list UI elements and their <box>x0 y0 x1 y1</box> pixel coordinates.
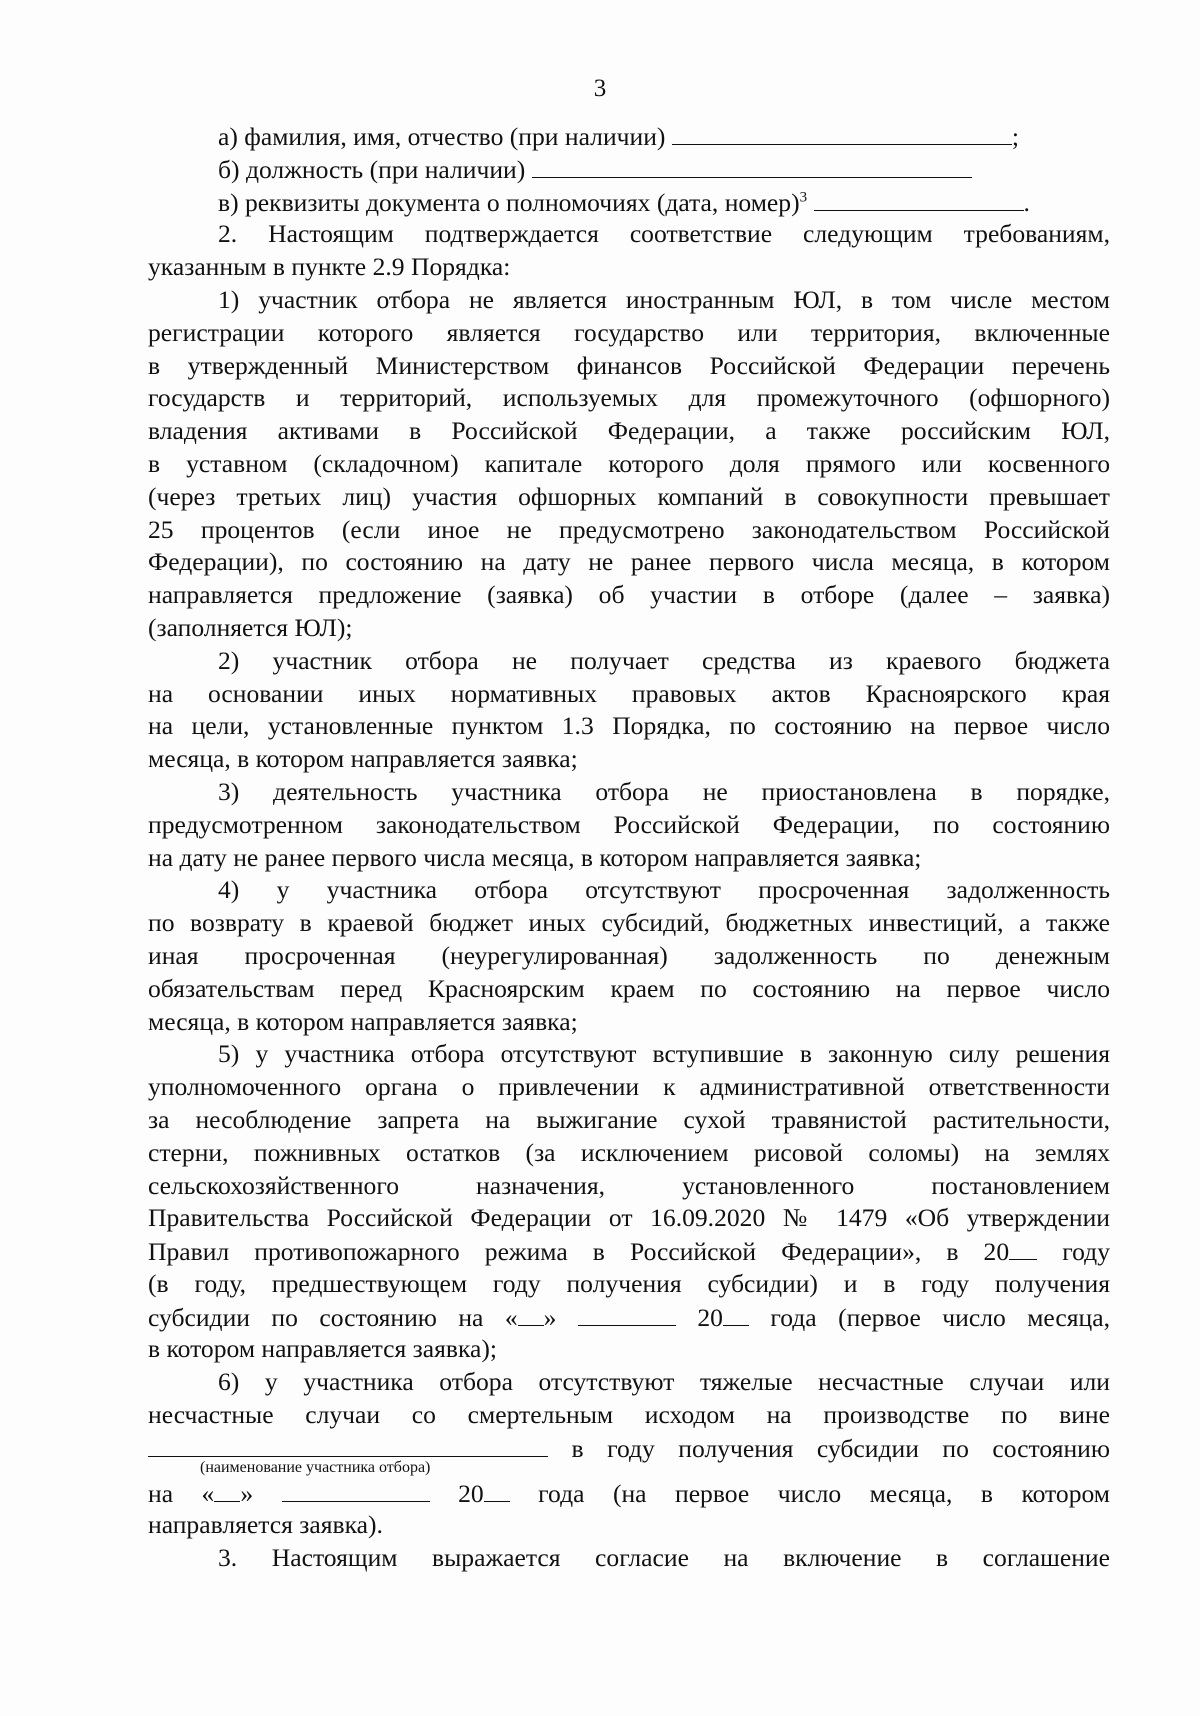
year-blank <box>1009 1235 1037 1260</box>
text-line-year-field: Правил противопожарного режима в Российской Федерации», в 20 году <box>148 1237 1110 1267</box>
month-blank <box>578 1301 676 1326</box>
text-line: регистрации которого является государство или территория, включенные <box>148 317 1110 347</box>
field-line-authority-doc: в) реквизиты документа о полномочиях (дата, номер)$^3$ . <box>218 187 1030 217</box>
text-line: обязательствам перед Красноярским краем по состоянию на первое число <box>148 973 1110 1003</box>
text-line: 2. Настоящим подтверждается соответствие следующим требованиям, <box>218 219 1110 249</box>
year-blank <box>723 1301 749 1326</box>
text-line: в утвержденный Министерством финансов Российской Федерации перечень <box>148 350 1110 380</box>
text-line: иная просроченная (неурегулированная) задолженность по денежным <box>148 940 1110 970</box>
text-line: на цели, установленные пунктом 1.3 Порядка, по состоянию на первое число <box>148 711 1110 741</box>
text-line-participant-field: в году получения субсидии по состоянию <box>148 1432 1110 1465</box>
text-line: 5) у участника отбора отсутствуют вступившие в законную силу решения <box>218 1039 1110 1069</box>
text-line-date-field: субсидии по состоянию на « » 20 года (первое число месяца, <box>148 1302 1110 1332</box>
text-line: 25 процентов (если иное не предусмотрено законодательством Российской <box>148 514 1110 544</box>
participant-name-blank <box>148 1432 548 1457</box>
text-line: (через третьих лиц) участия офшорных компаний в совокупности превышает <box>148 481 1110 511</box>
text-line: за несоблюдение запрета на выжигание сухой травянистой растительности, <box>148 1104 1110 1134</box>
year-blank <box>484 1477 510 1502</box>
field-line-position <box>148 153 1110 186</box>
field-line-fio: а) фамилия, имя, отчество (при наличии) ; <box>218 122 1019 151</box>
text-line: (в году, предшествующем году получения субсидии) и в году получения <box>148 1268 1110 1298</box>
text-line: 4) у участника отбора отсутствуют просроченная задолженность <box>218 875 1110 905</box>
text-line: Правительства Российской Федерации от 16.09.2020 № 1479 «Об утверждении <box>148 1203 1110 1233</box>
text-line: на основании иных нормативных правовых актов Красноярского края <box>148 678 1110 708</box>
text-line: предусмотренном законодательством Российской Федерации, по состоянию <box>148 809 1110 839</box>
fio-blank <box>672 120 1012 145</box>
text-line: владения активами в Российской Федерации, а также российским ЮЛ, <box>148 416 1110 446</box>
page-number: 3 <box>593 75 607 102</box>
text-line: указанным в пункте 2.9 Порядка: <box>148 252 511 282</box>
text-line: 6) у участника отбора отсутствуют тяжелые несчастные случаи или <box>218 1367 1110 1397</box>
day-blank <box>518 1301 544 1326</box>
field-label-fio: а) фамилия, имя, отчество (при наличии) <box>218 122 666 151</box>
day-blank <box>214 1477 240 1502</box>
text-line: стерни, пожнивных остатков (за исключением рисовой соломы) на землях <box>148 1137 1110 1167</box>
text-line: 1) участник отбора не является иностранным ЮЛ, в том числе местом <box>218 284 1110 314</box>
text-line: направляется предложение (заявка) об участии в отборе (далее – заявка) <box>148 580 1110 610</box>
field-label-authority-doc: в) реквизиты документа о полномочиях (дата, номер) <box>218 187 800 217</box>
field-label-position: б) должность (при наличии) <box>218 154 526 184</box>
text-line-date-field: на « » 20 года (на первое число месяца, в котором <box>148 1478 1110 1508</box>
text-line: (заполняется ЮЛ); <box>148 612 353 642</box>
text-line: уполномоченного органа о привлечении к административной ответственности <box>148 1072 1110 1102</box>
text-line: месяца, в котором направляется заявка; <box>148 1006 578 1036</box>
text-line: на дату не ранее первого числа месяца, в котором направляется заявка; <box>148 842 922 872</box>
text-line: Федерации), по состоянию на дату не ранее первого числа месяца, в котором <box>148 547 1110 577</box>
text-line: 2) участник отбора не получает средства из краевого бюджета <box>218 645 1110 675</box>
month-blank <box>282 1477 430 1502</box>
text-line: 3) деятельность участника отбора не приостановлена в порядке, <box>218 776 1110 806</box>
authority-doc-blank <box>814 186 1024 211</box>
document-body <box>148 120 1110 1575</box>
text-line: по возврату в краевой бюджет иных субсидий, бюджетных инвестиций, а также <box>148 908 1110 938</box>
footnote-mark: 3 <box>799 189 808 206</box>
text-line: в уставном (складочном) капитале которого доля прямого или косвенного <box>148 448 1110 478</box>
text-line: 3. Настоящим выражается согласие на включение в соглашение <box>218 1543 1110 1573</box>
text-line: месяца, в котором направляется заявка; <box>148 744 578 774</box>
text-line: направляется заявка). <box>148 1510 383 1540</box>
text-line: в котором направляется заявка); <box>148 1334 498 1364</box>
participant-name-caption: (наименование участника отбора) <box>200 1458 431 1476</box>
text-line: сельскохозяйственного назначения, установленного постановлением <box>148 1170 1110 1200</box>
text-line: государств и территорий, используемых для промежуточного (офшорного) <box>148 383 1110 413</box>
text-line: несчастные случаи со смертельным исходом на производстве по вине <box>148 1400 1110 1430</box>
position-blank <box>532 153 972 178</box>
